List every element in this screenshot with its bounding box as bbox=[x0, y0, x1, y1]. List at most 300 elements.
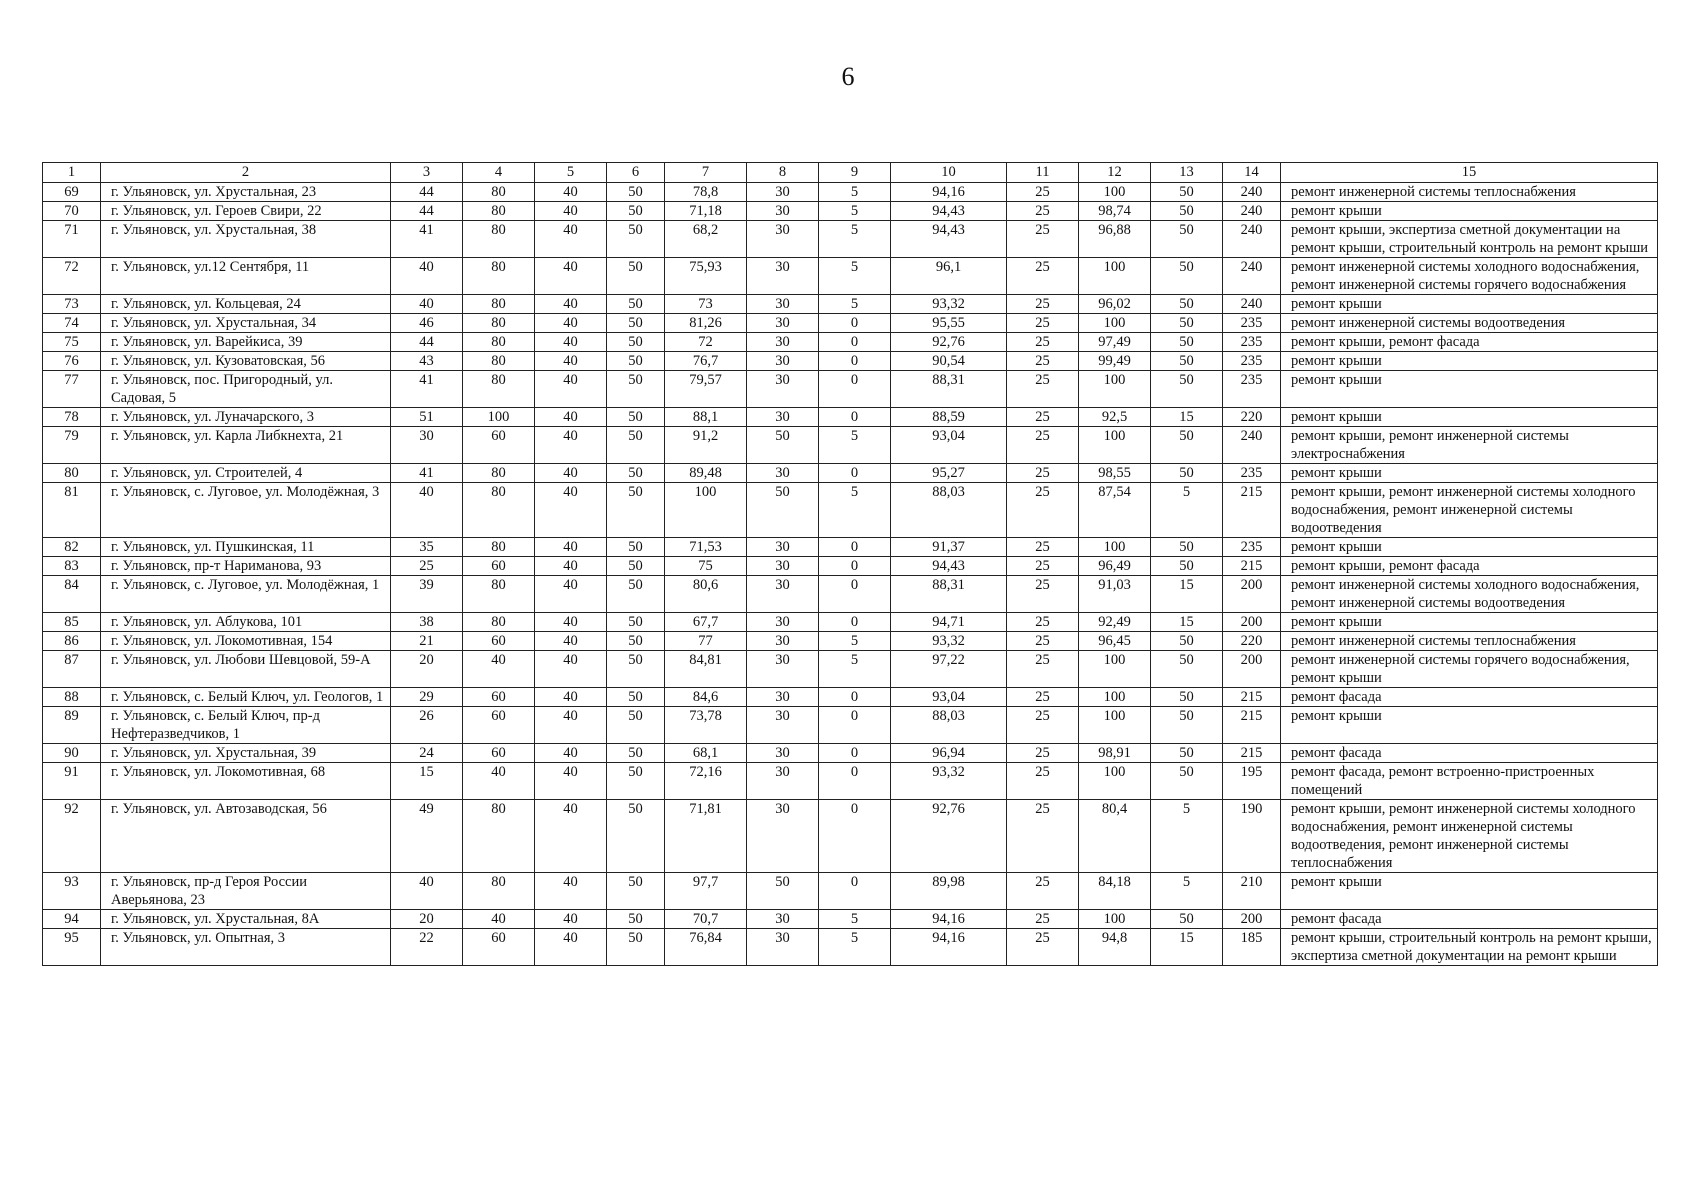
table-cell-c14: 220 bbox=[1223, 408, 1281, 427]
table-cell-c8: 30 bbox=[747, 557, 819, 576]
table-cell-c5: 40 bbox=[535, 371, 607, 408]
table-cell-c6: 50 bbox=[607, 744, 665, 763]
table-cell-c11: 25 bbox=[1007, 483, 1079, 538]
table-cell-c3: 41 bbox=[391, 464, 463, 483]
table-cell-work: ремонт крыши bbox=[1281, 295, 1658, 314]
table-cell-c9: 5 bbox=[819, 295, 891, 314]
table-cell-c14: 235 bbox=[1223, 352, 1281, 371]
table-cell-c4: 80 bbox=[463, 202, 535, 221]
table-cell-c8: 30 bbox=[747, 763, 819, 800]
table-cell-c8: 30 bbox=[747, 352, 819, 371]
table-cell-c12: 80,4 bbox=[1079, 800, 1151, 873]
table-cell-c14: 195 bbox=[1223, 763, 1281, 800]
table-cell-c3: 44 bbox=[391, 202, 463, 221]
table-cell-n: 90 bbox=[43, 744, 101, 763]
table-cell-c3: 20 bbox=[391, 651, 463, 688]
table-cell-c14: 240 bbox=[1223, 202, 1281, 221]
table-cell-work: ремонт крыши bbox=[1281, 352, 1658, 371]
table-cell-c4: 100 bbox=[463, 408, 535, 427]
table-cell-c12: 99,49 bbox=[1079, 352, 1151, 371]
table-cell-c4: 60 bbox=[463, 632, 535, 651]
table-cell-addr: г. Ульяновск, ул. Кольцевая, 24 bbox=[101, 295, 391, 314]
table-cell-c4: 80 bbox=[463, 371, 535, 408]
table-cell-addr: г. Ульяновск, ул. Автозаводская, 56 bbox=[101, 800, 391, 873]
table-cell-c9: 0 bbox=[819, 707, 891, 744]
table-cell-c3: 44 bbox=[391, 183, 463, 202]
table-row bbox=[43, 221, 1658, 258]
table-cell-c3: 49 bbox=[391, 800, 463, 873]
table-cell-c6: 50 bbox=[607, 707, 665, 744]
table-cell-c10: 96,94 bbox=[891, 744, 1007, 763]
table-cell-c11: 25 bbox=[1007, 314, 1079, 333]
table-cell-c12: 98,55 bbox=[1079, 464, 1151, 483]
table-cell-c8: 30 bbox=[747, 221, 819, 258]
column-header: 10 bbox=[891, 163, 1007, 183]
table-cell-n: 72 bbox=[43, 258, 101, 295]
header-row bbox=[43, 163, 1658, 183]
table-cell-c8: 30 bbox=[747, 314, 819, 333]
column-header: 4 bbox=[463, 163, 535, 183]
table-cell-c10: 93,04 bbox=[891, 688, 1007, 707]
table-cell-c5: 40 bbox=[535, 427, 607, 464]
table-cell-work: ремонт крыши, ремонт фасада bbox=[1281, 333, 1658, 352]
table-cell-c14: 200 bbox=[1223, 576, 1281, 613]
data-table bbox=[42, 162, 1658, 966]
table-cell-c9: 0 bbox=[819, 744, 891, 763]
table-cell-c5: 40 bbox=[535, 408, 607, 427]
table-cell-c4: 80 bbox=[463, 800, 535, 873]
table-cell-addr: г. Ульяновск, с. Луговое, ул. Молодёжная, 3 bbox=[101, 483, 391, 538]
table-row bbox=[43, 183, 1658, 202]
table-cell-c10: 93,32 bbox=[891, 632, 1007, 651]
table-cell-c5: 40 bbox=[535, 632, 607, 651]
table-row bbox=[43, 464, 1658, 483]
table-cell-c12: 96,49 bbox=[1079, 557, 1151, 576]
table-cell-c8: 30 bbox=[747, 183, 819, 202]
table-cell-c11: 25 bbox=[1007, 632, 1079, 651]
table-cell-c3: 30 bbox=[391, 427, 463, 464]
table-cell-c8: 30 bbox=[747, 408, 819, 427]
table-cell-c12: 96,45 bbox=[1079, 632, 1151, 651]
column-header: 3 bbox=[391, 163, 463, 183]
table-row bbox=[43, 408, 1658, 427]
table-cell-c11: 25 bbox=[1007, 651, 1079, 688]
table-cell-c8: 30 bbox=[747, 707, 819, 744]
table-cell-c7: 75,93 bbox=[665, 258, 747, 295]
table-cell-c14: 200 bbox=[1223, 613, 1281, 632]
table-cell-c4: 40 bbox=[463, 763, 535, 800]
table-row bbox=[43, 538, 1658, 557]
table-cell-c14: 240 bbox=[1223, 221, 1281, 258]
table-row bbox=[43, 632, 1658, 651]
table-row bbox=[43, 371, 1658, 408]
table-cell-c8: 50 bbox=[747, 427, 819, 464]
table-cell-c8: 30 bbox=[747, 202, 819, 221]
table-cell-c6: 50 bbox=[607, 910, 665, 929]
table-cell-c14: 190 bbox=[1223, 800, 1281, 873]
table-cell-work: ремонт крыши bbox=[1281, 707, 1658, 744]
table-cell-c12: 100 bbox=[1079, 258, 1151, 295]
table-cell-c14: 235 bbox=[1223, 464, 1281, 483]
table-cell-c8: 30 bbox=[747, 371, 819, 408]
table-cell-c4: 80 bbox=[463, 221, 535, 258]
table-cell-c12: 94,8 bbox=[1079, 929, 1151, 966]
table-cell-work: ремонт крыши bbox=[1281, 873, 1658, 910]
table-cell-n: 80 bbox=[43, 464, 101, 483]
table-cell-c9: 0 bbox=[819, 613, 891, 632]
table-cell-c13: 15 bbox=[1151, 613, 1223, 632]
table-cell-c11: 25 bbox=[1007, 763, 1079, 800]
table-cell-c6: 50 bbox=[607, 632, 665, 651]
table-cell-work: ремонт инженерной системы водоотведения bbox=[1281, 314, 1658, 333]
table-cell-c6: 50 bbox=[607, 464, 665, 483]
table-cell-n: 86 bbox=[43, 632, 101, 651]
table-cell-c13: 15 bbox=[1151, 576, 1223, 613]
table-cell-c6: 50 bbox=[607, 483, 665, 538]
table-cell-c4: 80 bbox=[463, 258, 535, 295]
table-cell-c10: 93,32 bbox=[891, 295, 1007, 314]
table-cell-c10: 94,43 bbox=[891, 221, 1007, 258]
table-cell-c11: 25 bbox=[1007, 333, 1079, 352]
table-cell-c13: 50 bbox=[1151, 744, 1223, 763]
table-cell-c10: 90,54 bbox=[891, 352, 1007, 371]
table-row bbox=[43, 873, 1658, 910]
table-cell-c6: 50 bbox=[607, 538, 665, 557]
table-cell-addr: г. Ульяновск, ул. Луначарского, 3 bbox=[101, 408, 391, 427]
table-cell-c7: 97,7 bbox=[665, 873, 747, 910]
table-cell-c10: 88,03 bbox=[891, 483, 1007, 538]
table-cell-c10: 97,22 bbox=[891, 651, 1007, 688]
table-cell-c13: 50 bbox=[1151, 688, 1223, 707]
table-cell-c4: 80 bbox=[463, 873, 535, 910]
table-cell-n: 81 bbox=[43, 483, 101, 538]
table-cell-c6: 50 bbox=[607, 873, 665, 910]
table-cell-c3: 41 bbox=[391, 371, 463, 408]
table-cell-n: 83 bbox=[43, 557, 101, 576]
table-row bbox=[43, 707, 1658, 744]
table-cell-c11: 25 bbox=[1007, 371, 1079, 408]
table-cell-c11: 25 bbox=[1007, 221, 1079, 258]
table-cell-c3: 43 bbox=[391, 352, 463, 371]
table-cell-c4: 60 bbox=[463, 929, 535, 966]
table-cell-work: ремонт крыши bbox=[1281, 613, 1658, 632]
table-cell-n: 75 bbox=[43, 333, 101, 352]
table-cell-n: 93 bbox=[43, 873, 101, 910]
table-cell-c6: 50 bbox=[607, 202, 665, 221]
table-cell-c12: 97,49 bbox=[1079, 333, 1151, 352]
table-row bbox=[43, 744, 1658, 763]
table-cell-c4: 80 bbox=[463, 333, 535, 352]
table-cell-work: ремонт фасада bbox=[1281, 910, 1658, 929]
table-cell-c12: 100 bbox=[1079, 427, 1151, 464]
table-cell-c6: 50 bbox=[607, 613, 665, 632]
table-cell-c9: 0 bbox=[819, 352, 891, 371]
table-cell-c6: 50 bbox=[607, 314, 665, 333]
table-cell-c7: 88,1 bbox=[665, 408, 747, 427]
column-header: 14 bbox=[1223, 163, 1281, 183]
table-cell-c14: 240 bbox=[1223, 427, 1281, 464]
table-cell-c8: 30 bbox=[747, 464, 819, 483]
table-cell-c13: 15 bbox=[1151, 929, 1223, 966]
table-cell-c3: 40 bbox=[391, 295, 463, 314]
table-cell-c4: 60 bbox=[463, 557, 535, 576]
table-cell-c14: 235 bbox=[1223, 538, 1281, 557]
table-cell-c9: 0 bbox=[819, 763, 891, 800]
table-cell-work: ремонт крыши, ремонт инженерной системы холодного водоснабжения, ремонт инженерной системы водоотведения bbox=[1281, 483, 1658, 538]
table-cell-c7: 81,26 bbox=[665, 314, 747, 333]
table-cell-c13: 50 bbox=[1151, 910, 1223, 929]
table-cell-c9: 0 bbox=[819, 688, 891, 707]
table-cell-c4: 80 bbox=[463, 464, 535, 483]
table-cell-c7: 79,57 bbox=[665, 371, 747, 408]
table-cell-c4: 80 bbox=[463, 314, 535, 333]
table-cell-c13: 50 bbox=[1151, 557, 1223, 576]
table-cell-c12: 84,18 bbox=[1079, 873, 1151, 910]
table-cell-n: 85 bbox=[43, 613, 101, 632]
table-cell-work: ремонт инженерной системы теплоснабжения bbox=[1281, 632, 1658, 651]
table-cell-addr: г. Ульяновск, пр-т Нариманова, 93 bbox=[101, 557, 391, 576]
table-cell-c14: 235 bbox=[1223, 314, 1281, 333]
table-cell-work: ремонт крыши bbox=[1281, 408, 1658, 427]
table-cell-c6: 50 bbox=[607, 427, 665, 464]
table-cell-c3: 51 bbox=[391, 408, 463, 427]
table-row bbox=[43, 427, 1658, 464]
column-header: 6 bbox=[607, 163, 665, 183]
column-header: 11 bbox=[1007, 163, 1079, 183]
table-cell-n: 88 bbox=[43, 688, 101, 707]
table-cell-addr: г. Ульяновск, ул. Хрустальная, 8А bbox=[101, 910, 391, 929]
table-cell-c7: 70,7 bbox=[665, 910, 747, 929]
table-cell-c5: 40 bbox=[535, 538, 607, 557]
table-cell-c9: 5 bbox=[819, 483, 891, 538]
table-cell-addr: г. Ульяновск, ул. Локомотивная, 154 bbox=[101, 632, 391, 651]
table-cell-c5: 40 bbox=[535, 557, 607, 576]
table-cell-c12: 96,02 bbox=[1079, 295, 1151, 314]
table-cell-c11: 25 bbox=[1007, 688, 1079, 707]
table-cell-c14: 235 bbox=[1223, 333, 1281, 352]
table-cell-work: ремонт фасада, ремонт встроенно-пристроенных помещений bbox=[1281, 763, 1658, 800]
table-cell-c12: 100 bbox=[1079, 763, 1151, 800]
table-cell-c8: 30 bbox=[747, 258, 819, 295]
table-cell-c7: 91,2 bbox=[665, 427, 747, 464]
table-cell-c10: 88,59 bbox=[891, 408, 1007, 427]
table-row bbox=[43, 202, 1658, 221]
table-cell-c12: 100 bbox=[1079, 910, 1151, 929]
table-cell-c7: 75 bbox=[665, 557, 747, 576]
table-cell-c4: 80 bbox=[463, 295, 535, 314]
table-cell-c7: 80,6 bbox=[665, 576, 747, 613]
table-cell-c13: 50 bbox=[1151, 651, 1223, 688]
table-cell-c14: 240 bbox=[1223, 183, 1281, 202]
table-cell-c4: 60 bbox=[463, 744, 535, 763]
table-cell-c12: 100 bbox=[1079, 688, 1151, 707]
table-cell-c3: 41 bbox=[391, 221, 463, 258]
table-cell-c9: 0 bbox=[819, 800, 891, 873]
table-cell-c8: 30 bbox=[747, 800, 819, 873]
column-header: 1 bbox=[43, 163, 101, 183]
column-header: 2 bbox=[101, 163, 391, 183]
table-cell-c9: 0 bbox=[819, 464, 891, 483]
table-cell-c9: 5 bbox=[819, 202, 891, 221]
table-cell-c11: 25 bbox=[1007, 557, 1079, 576]
table-cell-work: ремонт инженерной системы холодного водоснабжения, ремонт инженерной системы горячего водоснабжения bbox=[1281, 258, 1658, 295]
table-cell-c6: 50 bbox=[607, 295, 665, 314]
table-cell-c3: 20 bbox=[391, 910, 463, 929]
table-cell-c13: 50 bbox=[1151, 221, 1223, 258]
table-cell-c5: 40 bbox=[535, 763, 607, 800]
table-cell-c4: 60 bbox=[463, 427, 535, 464]
table-cell-c7: 89,48 bbox=[665, 464, 747, 483]
table-cell-c7: 77 bbox=[665, 632, 747, 651]
table-cell-c12: 96,88 bbox=[1079, 221, 1151, 258]
column-header: 5 bbox=[535, 163, 607, 183]
table-cell-c7: 78,8 bbox=[665, 183, 747, 202]
table-cell-c5: 40 bbox=[535, 202, 607, 221]
table-cell-c5: 40 bbox=[535, 910, 607, 929]
table-cell-c10: 92,76 bbox=[891, 333, 1007, 352]
table-cell-addr: г. Ульяновск, ул. Героев Свири, 22 bbox=[101, 202, 391, 221]
table-cell-addr: г. Ульяновск, с. Белый Ключ, ул. Геологов, 1 bbox=[101, 688, 391, 707]
table-cell-c10: 93,04 bbox=[891, 427, 1007, 464]
table-cell-c10: 89,98 bbox=[891, 873, 1007, 910]
table-cell-c3: 35 bbox=[391, 538, 463, 557]
table-cell-c4: 80 bbox=[463, 183, 535, 202]
table-cell-c10: 88,31 bbox=[891, 371, 1007, 408]
table-cell-work: ремонт инженерной системы горячего водоснабжения, ремонт крыши bbox=[1281, 651, 1658, 688]
table-row bbox=[43, 910, 1658, 929]
table-cell-c9: 5 bbox=[819, 632, 891, 651]
table-cell-addr: г. Ульяновск, ул. Карла Либкнехта, 21 bbox=[101, 427, 391, 464]
table-cell-c3: 25 bbox=[391, 557, 463, 576]
table-cell-n: 91 bbox=[43, 763, 101, 800]
table-cell-n: 76 bbox=[43, 352, 101, 371]
table-cell-c12: 100 bbox=[1079, 371, 1151, 408]
table-cell-c9: 5 bbox=[819, 221, 891, 258]
table-cell-c14: 185 bbox=[1223, 929, 1281, 966]
table-cell-c7: 71,18 bbox=[665, 202, 747, 221]
table-cell-c7: 76,7 bbox=[665, 352, 747, 371]
column-header: 13 bbox=[1151, 163, 1223, 183]
table-cell-c3: 39 bbox=[391, 576, 463, 613]
table-cell-c11: 25 bbox=[1007, 202, 1079, 221]
table-cell-c3: 46 bbox=[391, 314, 463, 333]
table-cell-c14: 240 bbox=[1223, 295, 1281, 314]
table-cell-c6: 50 bbox=[607, 576, 665, 613]
table-cell-c6: 50 bbox=[607, 929, 665, 966]
table-cell-c12: 87,54 bbox=[1079, 483, 1151, 538]
table-cell-c11: 25 bbox=[1007, 800, 1079, 873]
table-cell-c7: 68,2 bbox=[665, 221, 747, 258]
table-cell-c14: 215 bbox=[1223, 744, 1281, 763]
table-cell-c11: 25 bbox=[1007, 183, 1079, 202]
table-cell-c5: 40 bbox=[535, 295, 607, 314]
table-cell-n: 69 bbox=[43, 183, 101, 202]
table-cell-c10: 94,16 bbox=[891, 910, 1007, 929]
table-cell-work: ремонт крыши bbox=[1281, 464, 1658, 483]
table-cell-n: 74 bbox=[43, 314, 101, 333]
table-cell-c7: 68,1 bbox=[665, 744, 747, 763]
table-cell-c13: 50 bbox=[1151, 427, 1223, 464]
table-cell-c7: 71,81 bbox=[665, 800, 747, 873]
table-cell-c11: 25 bbox=[1007, 464, 1079, 483]
table-cell-addr: г. Ульяновск, с. Белый Ключ, пр-д Нефтеразведчиков, 1 bbox=[101, 707, 391, 744]
table-cell-c14: 200 bbox=[1223, 910, 1281, 929]
table-cell-c9: 0 bbox=[819, 333, 891, 352]
table-cell-c9: 0 bbox=[819, 557, 891, 576]
table-row bbox=[43, 929, 1658, 966]
table-cell-c10: 96,1 bbox=[891, 258, 1007, 295]
table-cell-addr: г. Ульяновск, ул. Локомотивная, 68 bbox=[101, 763, 391, 800]
table-cell-c11: 25 bbox=[1007, 576, 1079, 613]
column-header: 7 bbox=[665, 163, 747, 183]
table-cell-c4: 60 bbox=[463, 688, 535, 707]
table-cell-c10: 93,32 bbox=[891, 763, 1007, 800]
table-cell-c5: 40 bbox=[535, 800, 607, 873]
table-cell-c4: 40 bbox=[463, 651, 535, 688]
table-cell-c8: 30 bbox=[747, 538, 819, 557]
table-cell-c5: 40 bbox=[535, 221, 607, 258]
table-cell-c6: 50 bbox=[607, 183, 665, 202]
table-cell-n: 79 bbox=[43, 427, 101, 464]
table-cell-work: ремонт фасада bbox=[1281, 744, 1658, 763]
table-cell-c6: 50 bbox=[607, 651, 665, 688]
table-cell-c10: 94,16 bbox=[891, 929, 1007, 966]
table-cell-c11: 25 bbox=[1007, 744, 1079, 763]
table-cell-c5: 40 bbox=[535, 333, 607, 352]
table-row bbox=[43, 258, 1658, 295]
table-cell-c9: 0 bbox=[819, 371, 891, 408]
table-cell-c3: 15 bbox=[391, 763, 463, 800]
table-cell-c10: 94,43 bbox=[891, 557, 1007, 576]
column-header: 15 bbox=[1281, 163, 1658, 183]
table-cell-n: 87 bbox=[43, 651, 101, 688]
table-cell-c9: 0 bbox=[819, 314, 891, 333]
table-cell-c10: 88,31 bbox=[891, 576, 1007, 613]
table-cell-c8: 30 bbox=[747, 613, 819, 632]
table-cell-c11: 25 bbox=[1007, 538, 1079, 557]
table-cell-c11: 25 bbox=[1007, 929, 1079, 966]
table-cell-n: 95 bbox=[43, 929, 101, 966]
table-cell-c6: 50 bbox=[607, 557, 665, 576]
table-cell-c14: 215 bbox=[1223, 557, 1281, 576]
table-cell-c3: 44 bbox=[391, 333, 463, 352]
table-cell-c13: 50 bbox=[1151, 464, 1223, 483]
table-cell-c6: 50 bbox=[607, 408, 665, 427]
table-cell-c9: 0 bbox=[819, 873, 891, 910]
table-cell-c8: 30 bbox=[747, 651, 819, 688]
table-cell-c13: 50 bbox=[1151, 538, 1223, 557]
table-cell-c4: 80 bbox=[463, 352, 535, 371]
table-cell-addr: г. Ульяновск, ул. Опытная, 3 bbox=[101, 929, 391, 966]
table-cell-c3: 21 bbox=[391, 632, 463, 651]
column-header: 8 bbox=[747, 163, 819, 183]
table-cell-n: 94 bbox=[43, 910, 101, 929]
table-cell-c3: 26 bbox=[391, 707, 463, 744]
table-cell-addr: г. Ульяновск, ул. Любови Шевцовой, 59-А bbox=[101, 651, 391, 688]
table-cell-c11: 25 bbox=[1007, 873, 1079, 910]
table-cell-c3: 38 bbox=[391, 613, 463, 632]
table-cell-c12: 98,74 bbox=[1079, 202, 1151, 221]
table-cell-c9: 5 bbox=[819, 651, 891, 688]
table-cell-c5: 40 bbox=[535, 314, 607, 333]
table-cell-c7: 72 bbox=[665, 333, 747, 352]
table-cell-addr: г. Ульяновск, ул.12 Сентября, 11 bbox=[101, 258, 391, 295]
table-cell-c10: 92,76 bbox=[891, 800, 1007, 873]
table-cell-c6: 50 bbox=[607, 221, 665, 258]
table-cell-work: ремонт фасада bbox=[1281, 688, 1658, 707]
table-cell-work: ремонт крыши, ремонт инженерной системы холодного водоснабжения, ремонт инженерной системы водоотведения, ремонт инженерной системы теплоснабжения bbox=[1281, 800, 1658, 873]
table-cell-addr: г. Ульяновск, ул. Пушкинская, 11 bbox=[101, 538, 391, 557]
